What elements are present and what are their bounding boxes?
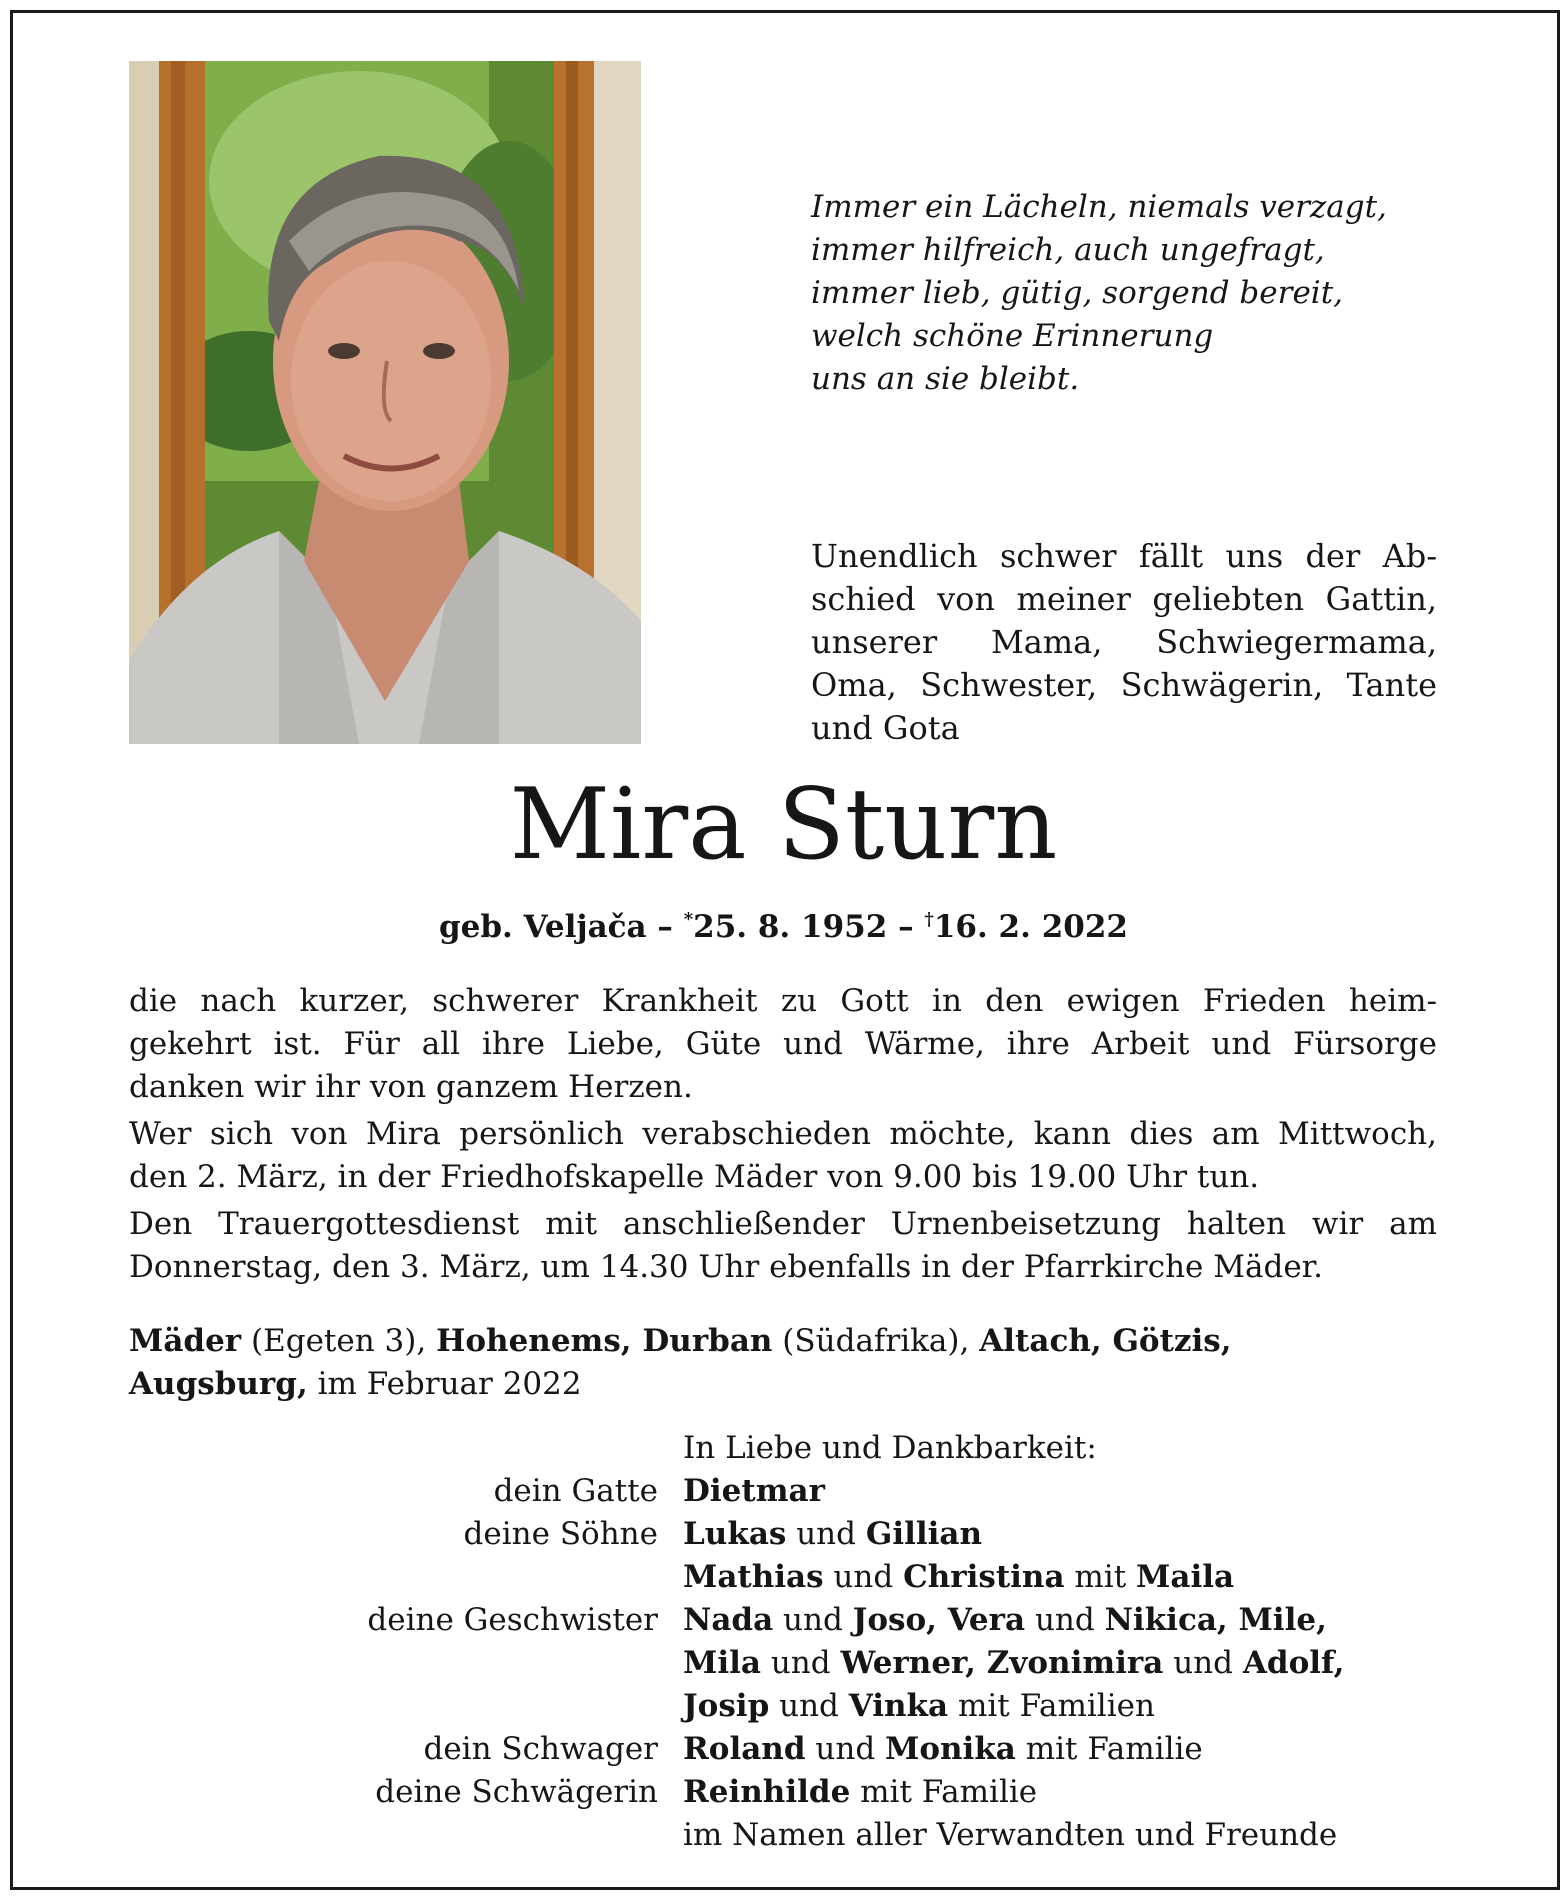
name-text: Nikica, Mile, [1104,1602,1327,1638]
place-line [129,1320,1449,1363]
connector-text: In Liebe und Dankbarkeit: [683,1430,1097,1466]
name-text: Nada [683,1602,774,1638]
connector-text: und [1163,1645,1243,1681]
family-row [0,1513,1567,1556]
name-text: Hohenems, Durban [436,1323,773,1359]
memorial-poem [811,186,1451,401]
connector-text: im Namen aller Verwandten und Freunde [683,1817,1338,1853]
relative-names [683,1599,1327,1642]
connector-text: und [823,1559,904,1595]
body-paragraph-service [129,1203,1437,1289]
name-text: Reinhilde [683,1774,851,1810]
family-row [0,1642,1567,1685]
poem-line: uns an sie bleibt. [811,361,1080,397]
birth-symbol: * [683,909,694,930]
name-text: Josip [683,1688,770,1724]
relative-names [683,1513,982,1556]
place-line [129,1363,1449,1406]
family-row [0,1556,1567,1599]
name-text: Joso, Vera [852,1602,1026,1638]
connector-text: mit Familie [1015,1731,1203,1767]
name-text: Altach, Götzis, [979,1323,1232,1359]
relative-names [683,1728,1203,1771]
poem-line: immer hilfreich, auch ungefragt, [811,232,1325,268]
name-text: Dietmar [683,1473,825,1509]
name-text: Lukas [683,1516,787,1552]
name-text: Monika [885,1731,1016,1767]
relative-names [683,1814,1337,1857]
relation-label: dein Gatte [493,1473,658,1509]
relative-names [683,1771,1037,1814]
text-line: Den Trauergottesdienst mit anschließender Urnenbeisetzung halten wir am [129,1206,1437,1242]
name-text: Adolf, [1242,1645,1345,1681]
connector-text: und [1025,1602,1105,1638]
connector-text: mit Familien [948,1688,1155,1724]
body-paragraph-farewell [129,1113,1437,1199]
connector-text: und [773,1602,853,1638]
family-row [0,1599,1567,1642]
intro-paragraph: Unendlich schwer fällt uns der Abschied von meiner geliebten Gattin, unserer Mama, Schwiegermama, Oma, Schwester, Schwägerin, Tante und Gota [811,537,1437,747]
connector-text: und [760,1645,841,1681]
death-date: 16. 2. 2022 [933,909,1128,945]
connector-text: und [786,1516,866,1552]
text-line: gekehrt ist. Für all ihre Liebe, Güte und Wärme, ihre Arbeit und Fürsorge [129,1026,1437,1062]
poem-line: welch schöne Erinnerung [811,318,1214,354]
connector-text: mit Familie [850,1774,1038,1810]
text-line: den 2. März, in der Friedhofskapelle Mäder von 9.00 bis 19.00 Uhr tun. [129,1159,1260,1195]
relative-names [683,1685,1155,1728]
name-text: Christina [903,1559,1065,1595]
relation-label: deine Geschwister [367,1602,658,1638]
relative-names [683,1556,1234,1599]
family-row [0,1427,1567,1470]
life-dates [0,898,1567,949]
body-paragraph-passing [129,980,1437,1109]
name-text: Vinka [848,1688,949,1724]
relation-label: deine Schwägerin [375,1774,658,1810]
text-line: danken wir ihr von ganzem Herzen. [129,1069,693,1105]
name-text: Werner, Zvonimira [840,1645,1164,1681]
name-text: Augsburg, [129,1366,308,1402]
name-text: Mathias [683,1559,824,1595]
name-text: Roland [683,1731,806,1767]
family-row [0,1685,1567,1728]
poem-line: immer lieb, gütig, sorgend bereit, [811,275,1344,311]
text-line: Donnerstag, den 3. März, um 14.30 Uhr ebenfalls in der Pfarrkirche Mäder. [129,1249,1323,1285]
maiden-name: geb. Veljača [438,909,647,945]
name-text: Mäder [129,1323,242,1359]
connector-text: mit [1064,1559,1137,1595]
text-line: Wer sich von Mira persönlich verabschieden möchte, kann dies am Mittwoch, [129,1116,1437,1152]
family-list [0,1427,1567,1857]
poem-line: Immer ein Lächeln, niemals verzagt, [811,189,1387,225]
portrait-photo [129,61,641,744]
relation-label: deine Söhne [463,1516,658,1552]
connector-text: und [805,1731,886,1767]
family-row [0,1728,1567,1771]
relative-names [683,1470,825,1513]
connector-text: und [769,1688,849,1724]
birth-date: 25. 8. 1952 [693,909,888,945]
relative-names [683,1427,1097,1470]
name-text: Gillian [865,1516,983,1552]
death-symbol: † [924,909,934,930]
deceased-name: Mira Sturn [509,768,1058,882]
dash: – [657,909,673,945]
family-row [0,1470,1567,1513]
connector-text: (Egeten 3), [241,1323,437,1359]
name-text: Mila [683,1645,761,1681]
dash: – [898,909,914,945]
family-row [0,1771,1567,1814]
family-row [0,1814,1567,1857]
relation-label: dein Schwager [423,1731,658,1767]
relative-names [683,1642,1344,1685]
connector-text: (Südafrika), [772,1323,980,1359]
name-text: Maila [1136,1559,1235,1595]
connector-text: im Februar 2022 [307,1366,582,1402]
place-and-date [129,1320,1449,1406]
text-line: die nach kurzer, schwerer Krankheit zu Gott in den ewigen Frieden heim- [129,983,1437,1019]
